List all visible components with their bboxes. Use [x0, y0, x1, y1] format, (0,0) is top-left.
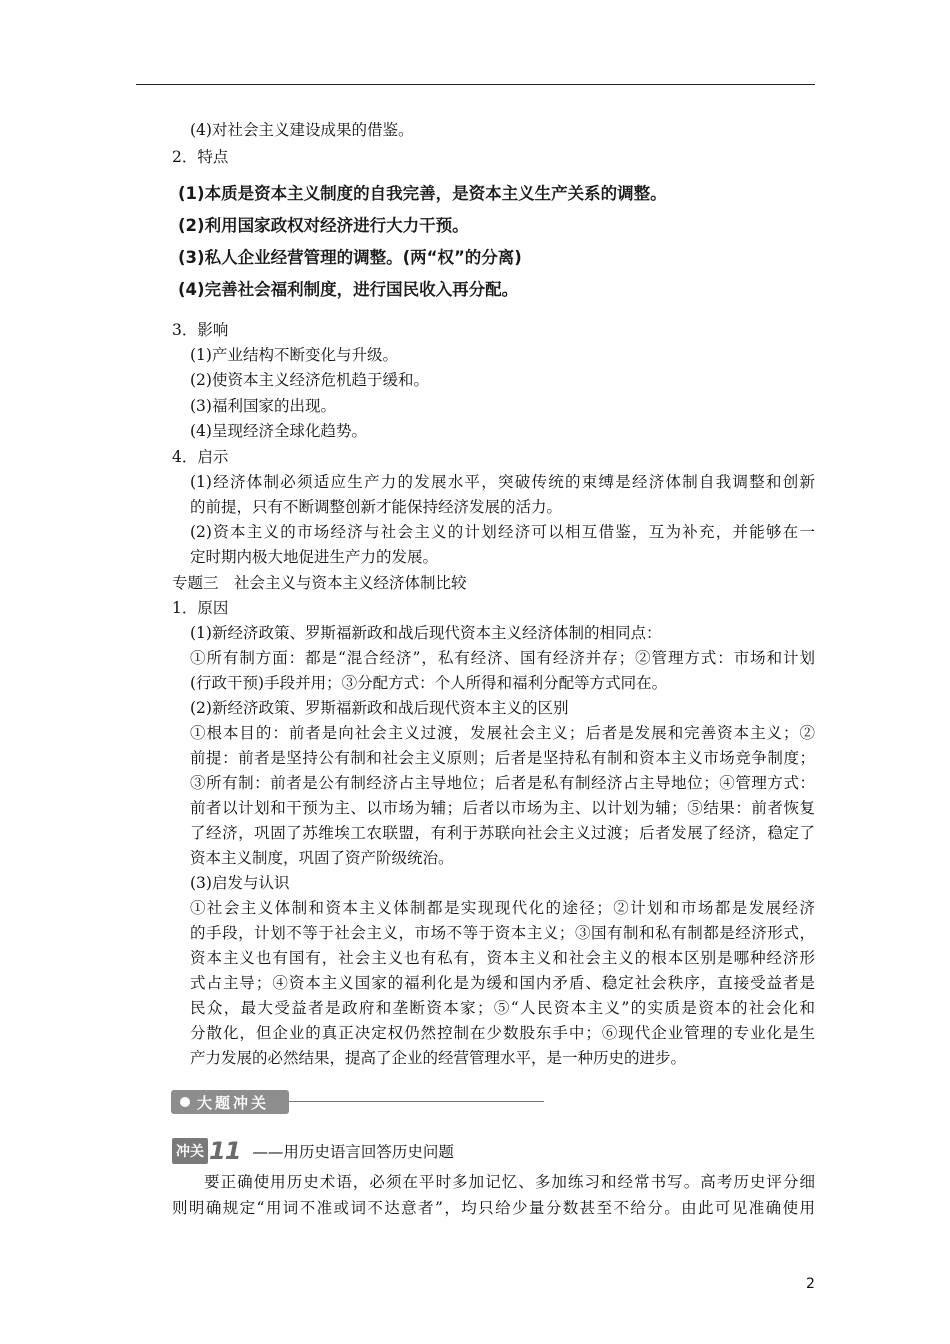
text-line: (1)新经济政策、罗斯福新政和战后现代资本主义经济体制的相同点：: [190, 624, 662, 642]
text-line: 民众，最大受益者是政府和垄断资本家；⑤“人民资本主义”的实质是资本的社会化和: [190, 999, 815, 1017]
text-line: ①所有制方面：都是“混合经济”，私有经济、国有经济并存；②管理方式：市场和计划: [190, 649, 815, 667]
text-line: 2．特点: [172, 148, 229, 166]
header-rule: [136, 84, 815, 85]
text-line: ③所有制：前者是公有制经济占主导地位；后者是私有制经济占主导地位；④管理方式：: [190, 774, 815, 792]
text-line: (1)经济体制必须适应生产力的发展水平，突破传统的束缚是经济体制自我调整和创新: [190, 473, 815, 491]
section-heading: [171, 1090, 289, 1114]
text-line: 的手段，计划不等于社会主义，市场不等于资本主义；③国有制和私有制都是经济形式，: [190, 924, 815, 942]
bullet-dot-icon: [180, 1097, 190, 1107]
text-line: (2)使资本主义经济危机趋于缓和。: [190, 371, 429, 389]
exercise-badge: [172, 1138, 454, 1164]
text-line: (1)本质是资本主义制度的自我完善，是资本主义生产关系的调整。: [178, 184, 667, 203]
text-line: (3)私人企业经营管理的调整。(两“权”的分离): [178, 248, 522, 267]
paragraph-line: 要正确使用历史术语，必须在平时多加记忆、多加练习和经常书写。高考历史评分细: [204, 1173, 815, 1191]
text-line: (2)新经济政策、罗斯福新政和战后现代资本主义的区别: [190, 699, 569, 717]
text-line: 专题三 社会主义与资本主义经济体制比较: [172, 574, 467, 592]
paragraph-line: 则明确规定“用词不准或词不达意者”，均只给少量分数甚至不给分。由此可见准确使用: [172, 1199, 815, 1217]
text-line: (2)资本主义的市场经济与社会主义的计划经济可以相互借鉴，互为补充，并能够在一: [190, 523, 815, 541]
text-line: ①根本目的：前者是向社会主义过渡，发展社会主义；后者是发展和完善资本主义；②: [190, 724, 815, 742]
section-rule: [289, 1101, 544, 1102]
text-line: 资本主义也有国有，社会主义也有私有，资本主义和社会主义的根本区别是哪种经济形: [190, 949, 815, 967]
text-line: 产力发展的必然结果，提高了企业的经营管理水平，是一种历史的进步。: [190, 1049, 687, 1067]
text-line: (3)福利国家的出现。: [190, 397, 336, 415]
text-line: 前提：前者是坚持公有制和社会主义原则；后者是坚持私有制和资本主义市场竞争制度；: [190, 749, 815, 767]
text-line: (2)利用国家政权对经济进行大力干预。: [178, 216, 469, 235]
text-line: 1．原因: [172, 599, 229, 617]
text-line: 式占主导；④资本主义国家的福利化是为缓和国内矛盾、稳定社会秩序，直接受益者是: [190, 974, 815, 992]
text-line: (3)启发与认识: [190, 874, 290, 892]
text-line: ①社会主义体制和资本主义体制都是实现现代化的途径；②计划和市场都是发展经济: [190, 899, 815, 917]
text-line: (4)呈现经济全球化趋势。: [190, 422, 367, 440]
text-line: (4)对社会主义建设成果的借鉴。: [190, 121, 414, 139]
badge-number: 11: [209, 1137, 241, 1165]
page-number: 2: [806, 1276, 815, 1292]
text-line: 资本主义制度，巩固了资产阶级统治。: [190, 849, 454, 867]
text-line: 的前提，只有不断调整创新才能保持经济发展的活力。: [190, 498, 563, 516]
text-line: (行政干预)手段并用；③分配方式：个人所得和福利分配等方式同在。: [190, 674, 668, 692]
text-line: 了经济，巩固了苏维埃工农联盟，有利于苏联向社会主义过渡；后者发展了经济，稳定了: [190, 824, 815, 842]
text-line: 前者以计划和干预为主、以市场为辅；后者以市场为主、以计划为辅；⑤结果：前者恢复: [190, 799, 815, 817]
text-line: 分散化，但企业的真正决定权仍然控制在少数股东手中；⑥现代企业管理的专业化是生: [190, 1024, 815, 1042]
text-line: (4)完善社会福利制度，进行国民收入再分配。: [178, 280, 519, 299]
badge-label: 冲关: [172, 1138, 208, 1164]
badge-subtitle: ——用历史语言回答历史问题: [252, 1143, 454, 1161]
text-line: 4．启示: [172, 448, 229, 466]
text-line: 定时期内极大地促进生产力的发展。: [190, 548, 439, 566]
text-line: 3．影响: [172, 321, 229, 339]
text-line: (1)产业结构不断变化与升级。: [190, 346, 398, 364]
section-heading-label: 大题冲关: [197, 1093, 270, 1112]
